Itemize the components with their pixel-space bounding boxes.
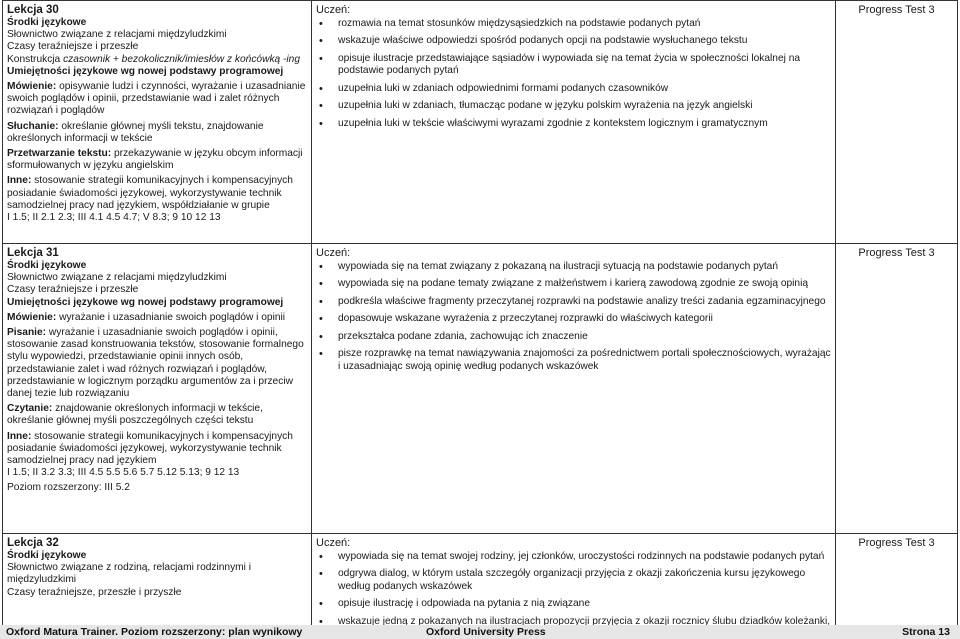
scope-text: Czasy teraźniejsze i przeszłe [7,41,139,53]
learning-outcomes-cell [312,1,836,244]
progress-test-label: Progress Test 3 [858,4,935,16]
scope-line [7,482,307,494]
lesson-row [3,534,958,626]
scope-line [7,66,307,78]
outcome-item: • odgrywa dialog, w którym ustala szczegóły organizacji przyjęcia z okazji zakończenia kursu językowego według podanych wskazówek [316,568,831,593]
scope-heading: Środki językowe [7,17,87,28]
scope-text: określanie głównej myśli tekstu, znajdowanie określonych informacji w tekście [7,120,264,144]
scope-text: wyrażanie i uzasadnianie swoich poglądów i opinii [56,311,286,323]
lesson-plan-table [2,0,958,625]
lesson-title: Lekcja 32 [7,537,59,549]
scope-heading: Środki językowe [7,260,87,271]
scope-line [7,148,307,172]
outcome-item: • opisuje ilustrację i odpowiada na pytania z nią związane [316,598,831,611]
scope-text: Słownictwo związane z relacjami międzyludzkimi [7,29,227,41]
scope-heading: Czytanie: [7,403,53,415]
scope-line [7,587,307,599]
outcomes-list [316,261,831,373]
scope-line [7,467,307,479]
scope-line [7,403,307,427]
learning-outcomes-cell [312,244,836,534]
outcome-item: • rozmawia na temat stosunków międzysąsiedzkich na podstawie podanych pytań [316,18,831,31]
scope-line [7,121,307,145]
outcome-item: • uzupełnia luki w zdaniach, tłumacząc podane w języku polskim wyrażenia na język angielski [316,100,831,113]
progress-test-label: Progress Test 3 [858,537,935,549]
scope-line [7,175,307,212]
student-label: Uczeń: [316,4,351,16]
scope-text: Słownictwo związane z rodziną, relacjami rodzinnymi i międzyludzkimi [7,562,252,586]
outcomes-list [316,551,831,625]
scope-text: I 1.5; II 3.2 3.3; III 4.5 5.5 5.6 5.7 5.12 5.13; 9 12 13 [7,467,240,479]
learning-outcomes-cell [312,534,836,626]
lesson-title: Lekcja 31 [7,247,59,259]
outcome-item: • opisuje ilustracje przedstawiające sąsiadów i wypowiada się na temat życia w społeczności lokalnej na podstawie podanych pytań [316,53,831,78]
footer-page-number: Strona 13 [902,626,950,638]
assessment-cell [836,534,958,626]
scope-heading: Inne: [7,430,32,442]
scope-heading: Pisanie: [7,327,47,339]
outcome-item: • wskazuje właściwe odpowiedzi spośród podanych opcji na podstawie wysłuchanego tekstu [316,35,831,48]
lesson-scope-cell [3,244,312,534]
scope-text: I 1.5; II 2.1 2.3; III 4.1 4.5 4.7; V 8.3; 9 10 12 13 [7,212,221,224]
scope-heading: Mówienie: [7,81,57,93]
scope-line [7,29,307,41]
lesson-row [3,1,958,244]
student-label: Uczeń: [316,537,351,549]
lesson-scope-cell [3,1,312,244]
outcome-item: • wypowiada się na podane tematy związane z małżeństwem i karierą zawodową zgodnie ze swoją opinią [316,278,831,291]
scope-line [7,284,307,296]
scope-heading: Słuchanie: [7,120,59,132]
outcome-item: • przekształca podane zdania, zachowując ich znaczenie [316,331,831,344]
scope-line [7,327,307,400]
scope-line [7,260,307,272]
scope-heading: Przetwarzanie tekstu: [7,148,112,160]
scope-text: wyrażanie i uzasadnianie swoich poglądów i opinii, stosowanie zasad konstruowania tekstów, stosowanie formalnego stylu wypowiedzi, przedstawianie opinii innych osób, przedstawianie zalet i wad różnych rozwiązań i poglądów, przedstawianie w logicznym porządku argumentów za i przeciw danej tezie lub rozwiązaniu [7,327,304,400]
scope-line [7,81,307,118]
scope-line [7,41,307,53]
scope-text: Konstrukcja [7,53,64,65]
scope-line [7,54,307,66]
scope-heading: Umiejętności językowe wg nowej podstawy programowej [7,296,284,308]
scope-line [7,212,307,224]
progress-test-label: Progress Test 3 [858,247,935,259]
scope-line [7,272,307,284]
assessment-cell [836,1,958,244]
outcomes-list [316,18,831,130]
footer-publisher: Oxford University Press [426,626,546,638]
outcome-item: • uzupełnia luki w tekście właściwymi wyrazami zgodnie z kontekstem logicznym i gramatycznym [316,118,831,131]
outcome-item: • wskazuje jedną z pokazanych na ilustracjach propozycji przyjęcia z okazji rocznicy ślubu dziadków koleżanki, [316,616,831,625]
scope-heading: Inne: [7,175,32,187]
scope-text: Słownictwo związane z relacjami międzyludzkimi [7,272,227,284]
scope-heading: Mówienie: [7,311,57,323]
lesson-row [3,244,958,534]
scope-line [7,562,307,586]
outcome-item: • dopasowuje wskazane wyrażenia z przeczytanej rozprawki do właściwych kategorii [316,313,831,326]
scope-line [7,312,307,324]
outcome-item: • pisze rozprawkę na temat nawiązywania znajomości za pośrednictwem portali społecznościowych, wyrażając i uzasadniając swoją opinię według podanych wskazówek [316,348,831,373]
scope-text: przekazywanie w języku obcym informacji sformułowanych w języku angielskim [7,148,303,172]
scope-line [7,17,307,29]
outcome-item: • wypowiada się na temat związany z pokazaną na ilustracji sytuacją na podstawie podanych pytań [316,261,831,274]
scope-text: Poziom rozszerzony: III 5.2 [7,482,130,494]
scope-text: opisywanie ludzi i czynności, wyrażanie i uzasadnianie swoich poglądów i opinii, przedstawianie wad i zalet różnych rozwiązań i poglądów [7,81,306,117]
lesson-scope-cell [3,534,312,626]
assessment-cell [836,244,958,534]
scope-line [7,431,307,468]
outcome-item: • uzupełnia luki w zdaniach odpowiednimi formami podanych czasowników [316,83,831,96]
footer-title: Oxford Matura Trainer. Poziom rozszerzony: plan wynikowy [6,626,303,638]
lesson-title: Lekcja 30 [7,4,59,16]
outcome-item: • wypowiada się na temat swojej rodziny, jej członków, uroczystości rodzinnych na podstawie podanych pytań [316,551,831,564]
scope-text: czasownik + bezokolicznik/imiesłów z końcówką -ing [63,53,301,65]
scope-line [7,297,307,309]
scope-heading: Środki językowe [7,550,87,561]
student-label: Uczeń: [316,247,351,259]
page-footer [0,625,960,639]
scope-text: stosowanie strategii komunikacyjnych i kompensacyjnych posiadanie świadomości językowej, wykorzystywanie technik samodzielnej pracy nad językiem [7,430,293,467]
scope-line [7,550,307,562]
scope-text: Czasy teraźniejsze i przeszłe [7,284,139,296]
scope-text: stosowanie strategii komunikacyjnych i kompensacyjnych posiadanie świadomości językowej, wykorzystywanie technik samodzielnej pracy nad językiem, współdziałanie w grupie [7,175,293,211]
scope-text: znajdowanie określonych informacji w tekście, określanie głównej myśli poszczególnych części tekstu [7,403,263,427]
outcome-item: • podkreśla właściwe fragmenty przeczytanej rozprawki na podstawie analizy treści zadania egzaminacyjnego [316,296,831,309]
scope-text: Czasy teraźniejsze, przeszłe i przyszłe [7,586,182,598]
scope-heading: Umiejętności językowe wg nowej podstawy programowej [7,65,284,77]
